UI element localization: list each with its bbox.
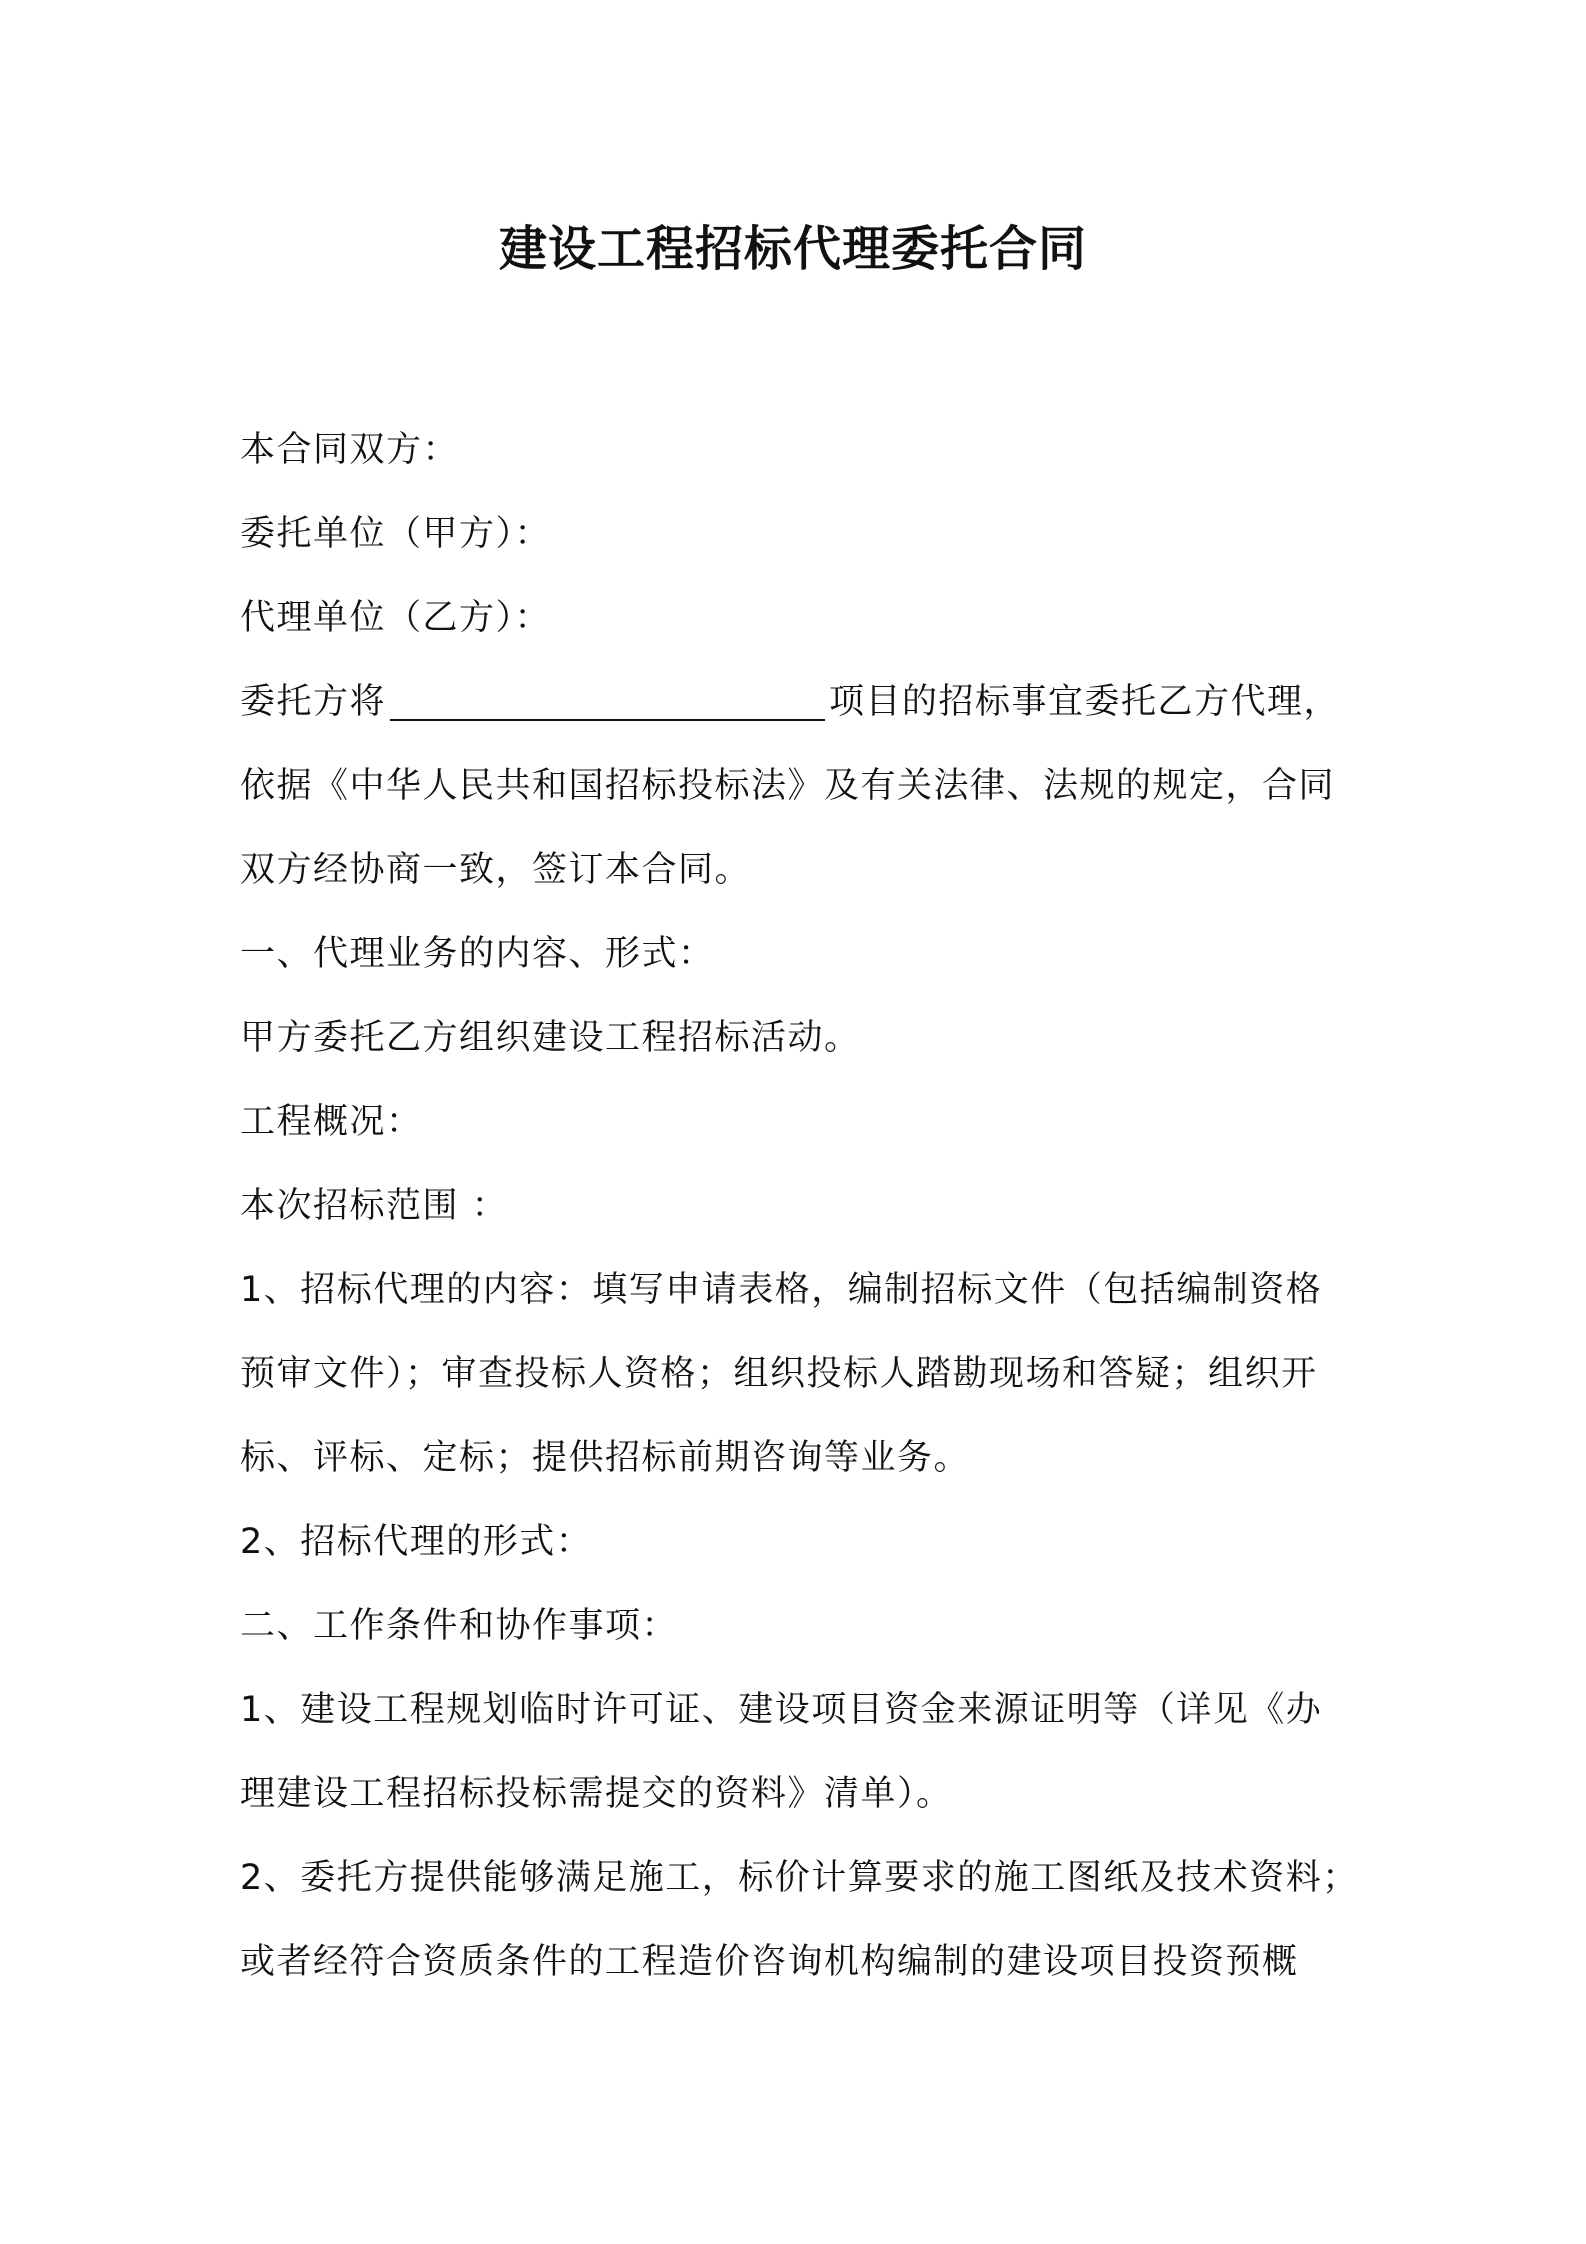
line-text-before-blank: 委托方将	[240, 682, 387, 722]
paragraph-line: 甲方委托乙方组织建设工程招标活动。	[240, 1018, 861, 1058]
paragraph-line: 依据《中华人民共和国招标投标法》及有关法律、法规的规定，合同	[240, 766, 1336, 806]
paragraph-line: 或者经符合资质条件的工程造价咨询机构编制的建设项目投资预概	[240, 1942, 1299, 1982]
project-name-blank-field[interactable]	[390, 671, 825, 721]
paragraph-line: 委托单位（甲方）：	[240, 514, 552, 554]
paragraph-line: 2、委托方提供能够满足施工，标价计算要求的施工图纸及技术资料；	[240, 1858, 1359, 1898]
paragraph-line: 本合同双方：	[240, 430, 460, 470]
paragraph-line: 本次招标范围 ：	[240, 1186, 509, 1226]
paragraph-line: 工程概况：	[240, 1102, 423, 1142]
document-title: 建设工程招标代理委托合同	[498, 221, 1087, 277]
paragraph-line: 2、招标代理的形式：	[240, 1522, 593, 1562]
paragraph-line: 标、评标、定标；提供招标前期咨询等业务。	[240, 1438, 971, 1478]
paragraph-line: 1、建设工程规划临时许可证、建设项目资金来源证明等（详见《办	[240, 1690, 1323, 1730]
section-heading: 二、工作条件和协作事项：	[240, 1606, 679, 1646]
document-body	[240, 408, 1360, 2004]
paragraph-line: 预审文件）；审查投标人资格；组织投标人踏勘现场和答疑；组织开	[240, 1354, 1318, 1394]
paragraph-line-with-blank	[240, 660, 1360, 744]
paragraph-line: 双方经协商一致，签订本合同。	[240, 850, 752, 890]
paragraph-line: 理建设工程招标投标需提交的资料》清单）。	[240, 1774, 953, 1814]
line-text-after-blank: 项目的招标事宜委托乙方代理，	[829, 682, 1341, 722]
section-heading: 一、代理业务的内容、形式：	[240, 934, 715, 974]
paragraph-line: 代理单位（乙方）：	[240, 598, 552, 638]
paragraph-line: 1、招标代理的内容：填写申请表格，编制招标文件（包括编制资格	[240, 1270, 1323, 1310]
